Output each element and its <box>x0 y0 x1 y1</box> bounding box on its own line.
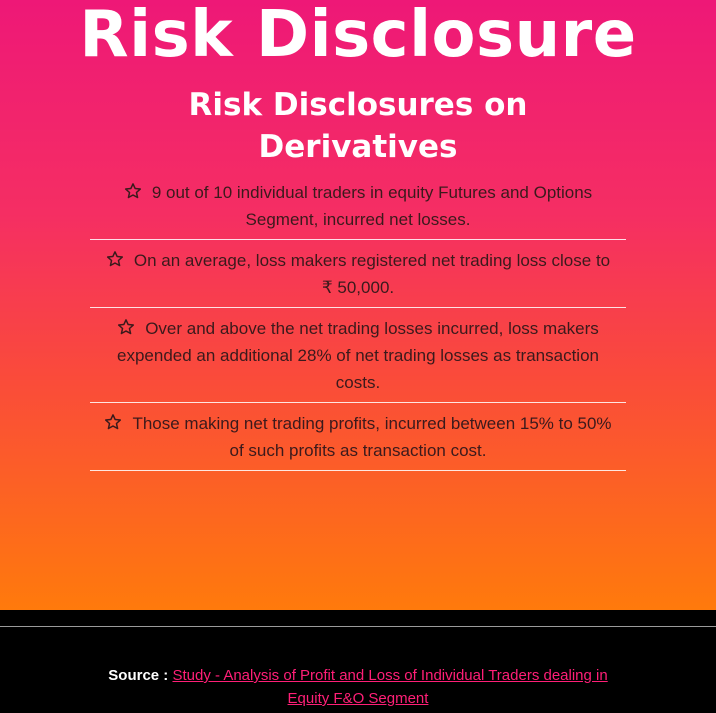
disclosure-text: On an average, loss makers registered net trading loss close to ₹ 50,000. <box>133 251 611 297</box>
list-item <box>90 172 626 240</box>
star-outline-icon <box>104 413 122 431</box>
star-outline-icon <box>106 250 124 268</box>
list-item <box>90 240 626 308</box>
star-outline-icon <box>124 182 142 200</box>
page-title: Risk Disclosure <box>79 0 637 72</box>
list-item <box>90 403 626 471</box>
disclosure-text: Over and above the net trading losses incurred, loss makers expended an additional 28% of net trading losses as transaction costs. <box>117 319 599 392</box>
disclosure-text: 9 out of 10 individual traders in equity Futures and Options Segment, incurred net losses. <box>151 183 593 229</box>
disclosure-text: Those making net trading profits, incurred between 15% to 50% of such profits as transaction cost. <box>132 414 612 460</box>
source-label: Source : <box>108 667 169 684</box>
footer-divider <box>0 626 716 627</box>
source-citation <box>90 664 626 710</box>
list-item <box>90 308 626 403</box>
section-subtitle: Risk Disclosures on Derivatives <box>188 87 528 165</box>
star-outline-icon <box>117 318 135 336</box>
source-study-link[interactable]: Study - Analysis of Profit and Loss of Individual Traders dealing in Equity F&O Segment <box>172 667 608 707</box>
disclosure-list <box>90 172 626 471</box>
